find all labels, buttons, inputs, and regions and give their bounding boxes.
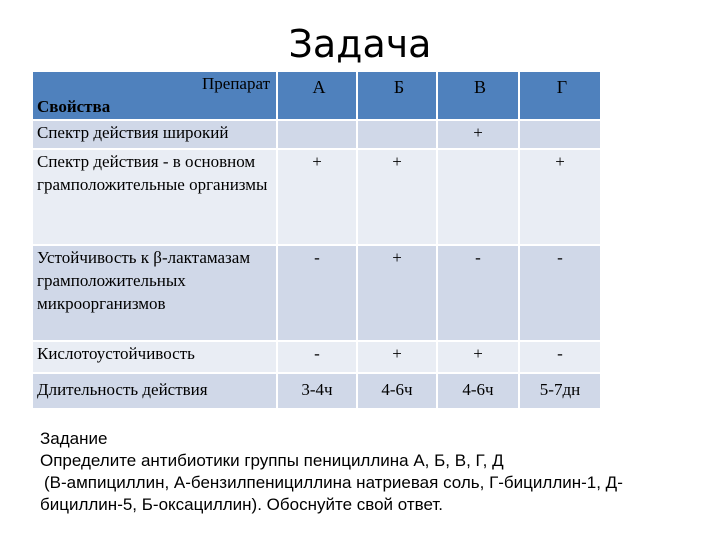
table-row xyxy=(33,149,601,245)
table-cell: - xyxy=(277,245,357,341)
table-cell: 4-6ч xyxy=(437,373,519,409)
table-cell: + xyxy=(357,245,437,341)
table-cell xyxy=(437,149,519,245)
column-header-b: Б xyxy=(357,72,437,120)
row-property-label: Спектр действия широкий xyxy=(33,120,277,149)
table-header-row xyxy=(33,72,601,120)
table-row xyxy=(33,245,601,341)
table-row xyxy=(33,341,601,373)
row-property-label: Устойчивость к β-лактамазам грамположительных микроорганизмов xyxy=(33,245,277,341)
slide-title: Задача xyxy=(288,22,432,66)
table-cell xyxy=(357,120,437,149)
task-section xyxy=(40,428,700,516)
task-details: (В-ампициллин, А-бензилпенициллина натриевая соль, Г-бициллин-1, Д-бициллин-5, Б-оксациллин). Обоснуйте свой ответ. xyxy=(40,473,623,514)
row-property-label: Спектр действия - в основном грамположительные организмы xyxy=(33,149,277,245)
table-cell: 4-6ч xyxy=(357,373,437,409)
task-instruction: Определите антибиотики группы пенициллина А, Б, В, Г, Д xyxy=(40,451,504,470)
corner-cell xyxy=(33,72,277,120)
table-cell: 5-7дн xyxy=(519,373,601,409)
table-cell xyxy=(277,120,357,149)
table-cell: 3-4ч xyxy=(277,373,357,409)
column-header-v: В xyxy=(437,72,519,120)
table-cell: + xyxy=(277,149,357,245)
table-cell: + xyxy=(437,120,519,149)
table-cell: + xyxy=(357,149,437,245)
corner-label-drug: Препарат xyxy=(202,74,270,93)
table-cell xyxy=(519,120,601,149)
table-cell: + xyxy=(357,341,437,373)
column-header-a: А xyxy=(277,72,357,120)
table-cell: - xyxy=(277,341,357,373)
column-header-g: Г xyxy=(519,72,601,120)
corner-label-properties: Свойства xyxy=(37,97,111,116)
row-property-label: Длительность действия xyxy=(33,373,277,409)
table-row xyxy=(33,120,601,149)
row-property-label: Кислотоустойчивость xyxy=(33,341,277,373)
table-cell: - xyxy=(519,245,601,341)
properties-table xyxy=(33,72,602,410)
table-cell: + xyxy=(519,149,601,245)
table-cell: - xyxy=(437,245,519,341)
table-cell: - xyxy=(519,341,601,373)
task-heading: Задание xyxy=(40,429,108,448)
table-row xyxy=(33,373,601,409)
table-cell: + xyxy=(437,341,519,373)
